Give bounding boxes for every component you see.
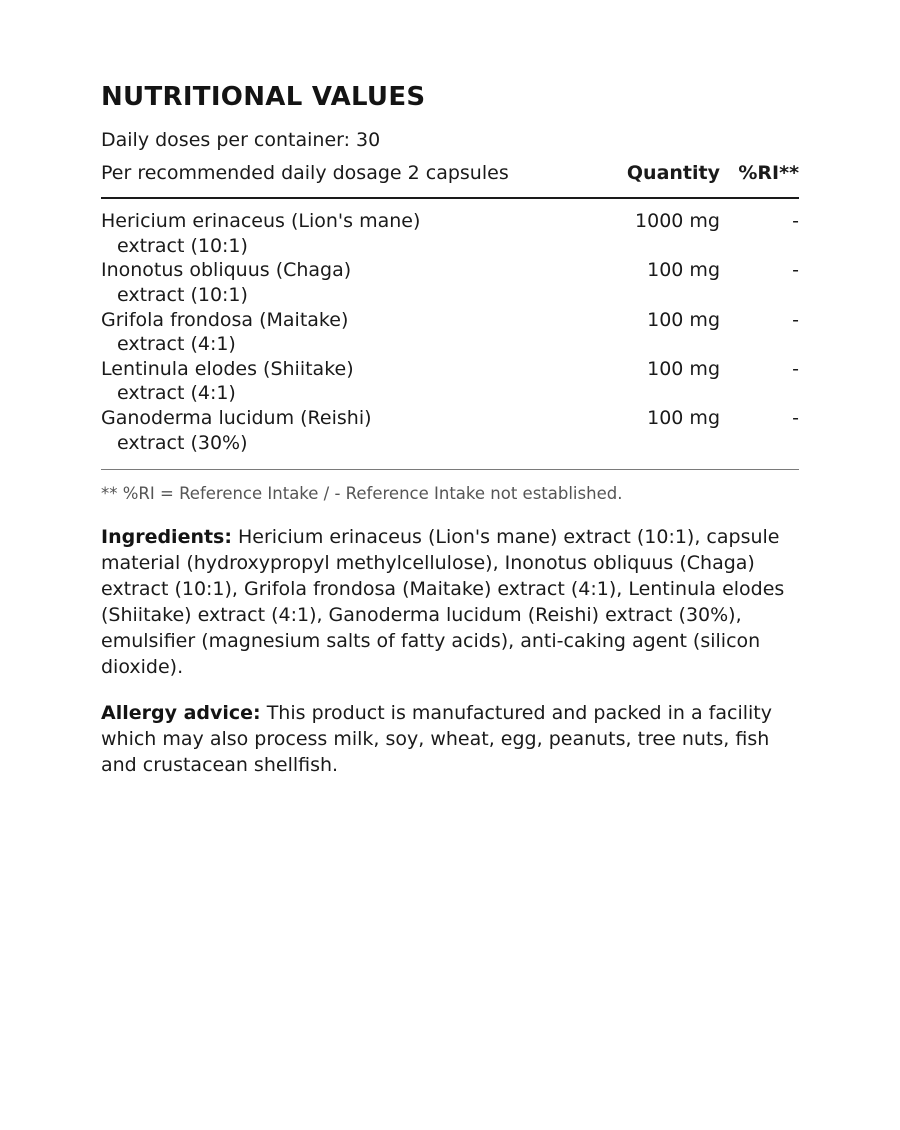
ingredient-quantity: 100 mg	[647, 357, 720, 380]
allergy-text: This product is manufactured and packed in a facility which may also process milk, soy, wheat, egg, peanuts, tree nuts, fish and crustacean shellfish.	[101, 702, 772, 776]
ri-footnote: ** %RI = Reference Intake / - Reference Intake not established.	[101, 484, 623, 503]
ingredient-ri: -	[792, 259, 799, 282]
ingredients-paragraph	[101, 524, 799, 680]
allergy-paragraph	[101, 700, 799, 778]
ingredient-ri: -	[792, 407, 799, 430]
ingredient-name: Lentinula elodes (Shiitake)	[101, 357, 354, 380]
table-row	[101, 406, 799, 455]
ingredient-ri: -	[792, 210, 799, 232]
ingredient-name: Ganoderma lucidum (Reishi)	[101, 407, 372, 430]
ingredient-extract: extract (10:1)	[117, 283, 248, 306]
ingredients-label: Ingredients:	[101, 526, 232, 548]
ingredient-extract: extract (10:1)	[117, 234, 248, 257]
ingredient-name: Inonotus obliquus (Chaga)	[101, 259, 352, 282]
table-header	[101, 162, 799, 188]
ingredient-extract: extract (30%)	[117, 431, 248, 454]
ingredient-name: Hericium erinaceus (Lion's mane)	[101, 210, 421, 232]
table-body	[101, 209, 799, 455]
ingredients-text: Hericium erinaceus (Lion's mane) extract (10:1), capsule material (hydroxypropyl methylcellulose), Inonotus obliquus (Chaga) extract (10:1), Grifola frondosa (Maitake) extract (4:1), Lentinula elodes (Shiitake) extract (4:1), Ganoderma lucidum (Reishi) extract (30%), emulsifier (magnesium salts of fatty acids), anti-caking agent (silicon dioxide).	[101, 526, 785, 678]
quantity-header: Quantity	[626, 162, 720, 184]
table-row	[101, 308, 799, 357]
ingredient-extract: extract (4:1)	[117, 333, 236, 356]
ingredient-name: Grifola frondosa (Maitake)	[101, 308, 349, 331]
allergy-label: Allergy advice:	[101, 702, 261, 724]
ingredient-ri: -	[792, 357, 799, 380]
table-bottom-divider	[101, 469, 799, 470]
ingredient-quantity: 100 mg	[647, 308, 720, 331]
dosage-header: Per recommended daily dosage 2 capsules	[101, 162, 509, 184]
ingredient-quantity: 1000 mg	[635, 210, 720, 232]
ingredient-quantity: 100 mg	[647, 407, 720, 430]
ingredient-extract: extract (4:1)	[117, 382, 236, 405]
table-row	[101, 209, 799, 258]
table-row	[101, 357, 799, 406]
ri-header: %RI**	[738, 162, 799, 184]
table-row	[101, 258, 799, 307]
ingredient-quantity: 100 mg	[647, 259, 720, 282]
ingredient-ri: -	[792, 308, 799, 331]
table-top-divider	[101, 197, 799, 199]
page-title: NUTRITIONAL VALUES	[101, 82, 426, 112]
doses-per-container: Daily doses per container: 30	[101, 129, 381, 151]
